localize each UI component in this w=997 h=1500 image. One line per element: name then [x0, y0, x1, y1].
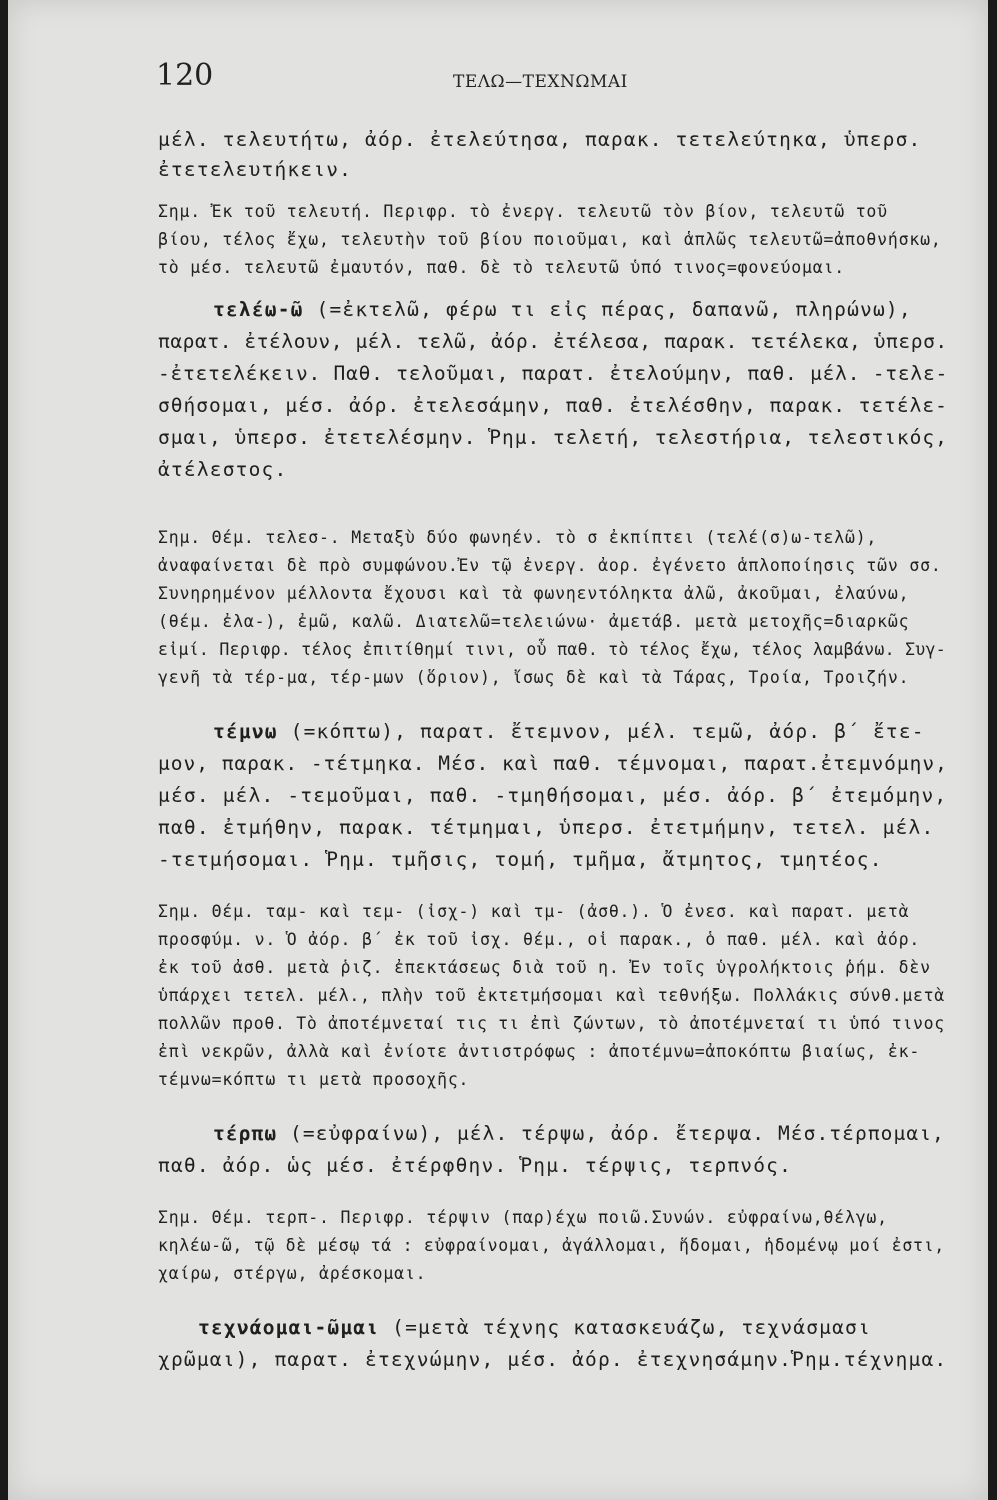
entry-line: μέσ. μέλ. -τεμοῦμαι, παθ. -τμηθήσομαι, μέσ. ἀόρ. β΄ ἐτεμόμην, — [158, 784, 948, 807]
headword: τέρπω — [213, 1122, 278, 1145]
note-line: ἐπὶ νεκρῶν, ἀλλὰ καὶ ἐνίοτε ἀντιστρόφως : ἀποτέμνω=ἀποκόπτω βιαίως, ἐκ- — [158, 1042, 921, 1061]
entry-line: ἐτετελευτήκειν. — [158, 158, 353, 181]
note-line: ὑπάρχει τετελ. μέλ., πλὴν τοῦ ἐκτετμήσομαι καὶ τεθνήξω. Πολλάκις σύνθ.μετὰ — [158, 986, 945, 1005]
note-line: ἀναφαίνεται δὲ πρὸ συμφώνου.Ἐν τῷ ἐνεργ. ἀορ. ἐγένετο ἁπλοποίησις τῶν σσ. — [158, 556, 942, 575]
entry-line: ἀτέλεστος. — [158, 458, 288, 481]
note-line: γενῆ τὰ τέρ-μα, τέρ-μων (ὅριον), ἴσως δὲ καὶ τὰ Τάρας, Τροία, Τροιζήν. — [158, 668, 910, 687]
entry-first-line — [213, 720, 925, 743]
note-line: τὸ μέσ. τελευτῶ ἐμαυτόν, παθ. δὲ τὸ τελευτῶ ὑπό τινος=φονεύομαι. — [158, 258, 845, 277]
note-line: (θέμ. ἐλα-), ἐμῶ, καλῶ. Διατελῶ=τελειώνω· ἀμετάβ. μετὰ μετοχῆς=διαρκῶς — [158, 612, 910, 631]
note-line: ἐκ τοῦ ἀσθ. μετὰ ῥιζ. ἐπεκτάσεως διὰ τοῦ η. Ἐν τοῖς ὑγρολήκτοις ῥήμ. δὲν — [158, 958, 931, 977]
entry-line: (=ἐκτελῶ, φέρω τι εἰς πέρας, δαπανῶ, πληρώνω), — [316, 298, 912, 321]
note-line: Συνηρημένον μέλλοντα ἔχουσι καὶ τὰ φωνηεντόληκτα ἀλῶ, ἀκοῦμαι, ἐλαύνω, — [158, 584, 910, 603]
entry-line: (=εὐφραίνω), μέλ. τέρψω, ἀόρ. ἔτερψα. Μέσ.τέρπομαι, — [290, 1122, 945, 1145]
entry-first-line — [213, 298, 912, 321]
entry-line: παρατ. ἐτέλουν, μέλ. τελῶ, ἀόρ. ἐτέλεσα, παρακ. τετέλεκα, ὑπερσ. — [158, 330, 948, 353]
entry-line: χρῶμαι), παρατ. ἐτεχνώμην, μέσ. ἀόρ. ἐτεχνησάμην.Ῥημ.τέχνημα. — [158, 1348, 948, 1371]
book-page — [8, 0, 988, 1500]
entry-first-line — [198, 1316, 871, 1339]
entry-line: παθ. ἐτμήθην, παρακ. τέτμημαι, ὑπερσ. ἐτετμήμην, τετελ. μέλ. — [158, 816, 935, 839]
note-line: Σημ. Θέμ. τερπ-. Περιφρ. τέρψιν (παρ)έχω ποιῶ.Συνών. εὐφραίνω,θέλγω, — [158, 1208, 888, 1227]
note-line: κηλέω-ῶ, τῷ δὲ μέσῳ τά : εὐφραίνομαι, ἀγάλλομαι, ἥδομαι, ἡδομένῳ μοί ἐστι, — [158, 1236, 945, 1255]
entry-line: μον, παρακ. -τέτμηκα. Μέσ. καὶ παθ. τέμνομαι, παρατ.ἐτεμνόμην, — [158, 752, 948, 775]
page-number: 120 — [156, 58, 214, 93]
entry-line: (=μετὰ τέχνης κατασκευάζω, τεχνάσμασι — [392, 1316, 871, 1339]
note-line: χαίρω, στέργω, ἀρέσκομαι. — [158, 1264, 427, 1283]
entry-line: -τετμήσομαι. Ῥημ. τμῆσις, τομή, τμῆμα, ἄτμητος, τμητέος. — [158, 848, 883, 871]
entry-line: μέλ. τελευτήτω, ἀόρ. ἐτελεύτησα, παρακ. τετελεύτηκα, ὑπερσ. — [158, 128, 922, 151]
headword: τέμνω — [213, 720, 278, 743]
headword: τεχνάομαι-ῶμαι — [198, 1316, 380, 1339]
scan-edge-left — [0, 0, 8, 1500]
entry-line: σθήσομαι, μέσ. ἀόρ. ἐτελεσάμην, παθ. ἐτελέσθην, παρακ. τετέλε- — [158, 394, 948, 417]
entry-first-line — [213, 1122, 945, 1145]
entry-line: παθ. ἀόρ. ὡς μέσ. ἐτέρφθην. Ῥημ. τέρψις, τερπνός. — [158, 1154, 793, 1177]
note-line: βίου, τέλος ἔχω, τελευτὴν τοῦ βίου ποιοῦμαι, καὶ ἁπλῶς τελευτῶ=ἀποθνήσκω, — [158, 230, 942, 249]
note-line: Σημ. Θέμ. τελεσ-. Μεταξὺ δύο φωνηέν. τὸ σ ἐκπίπτει (τελέ(σ)ω-τελῶ), — [158, 528, 878, 547]
note-line: τέμνω=κόπτω τι μετὰ προσοχῆς. — [158, 1070, 470, 1089]
entry-line: (=κόπτω), παρατ. ἔτεμνον, μέλ. τεμῶ, ἀόρ. β΄ ἔτε- — [290, 720, 925, 743]
note-line: προσφύμ. ν. Ὁ ἀόρ. β΄ ἐκ τοῦ ἰσχ. θέμ., οἱ παρακ., ὁ παθ. μέλ. καὶ ἀόρ. — [158, 930, 921, 949]
note-line: Σημ. Θέμ. ταμ- καὶ τεμ- (ἰσχ-) καὶ τμ- (ἀσθ.). Ὁ ἐνεσ. καὶ παρατ. μετὰ — [158, 902, 910, 921]
scan-edge-right — [988, 0, 997, 1500]
note-line: πολλῶν προθ. Τὸ ἀποτέμνεταί τις τι ἐπὶ ζώντων, τὸ ἀποτέμνεταί τι ὑπό τινος — [158, 1014, 945, 1033]
note-line: Σημ. Ἐκ τοῦ τελευτή. Περιφρ. τὸ ἐνεργ. τελευτῶ τὸν βίον, τελευτῶ τοῦ — [158, 202, 888, 221]
note-line: εἰμί. Περιφρ. τέλος ἐπιτίθημί τινι, οὗ παθ. τὸ τέλος ἔχω, τέλος λαμβάνω. Συγ- — [158, 640, 947, 659]
entry-line: σμαι, ὑπερσ. ἐτετελέσμην. Ῥημ. τελετή, τελεστήρια, τελεστικός, — [158, 426, 948, 449]
entry-line: -ἐτετελέκειν. Παθ. τελοῦμαι, παρατ. ἐτελούμην, παθ. μέλ. -τελε- — [158, 362, 949, 385]
headword: τελέω-ῶ — [213, 298, 304, 321]
running-head: ΤΕΛΩ—ΤΕΧΝΩΜΑΙ — [453, 72, 628, 92]
